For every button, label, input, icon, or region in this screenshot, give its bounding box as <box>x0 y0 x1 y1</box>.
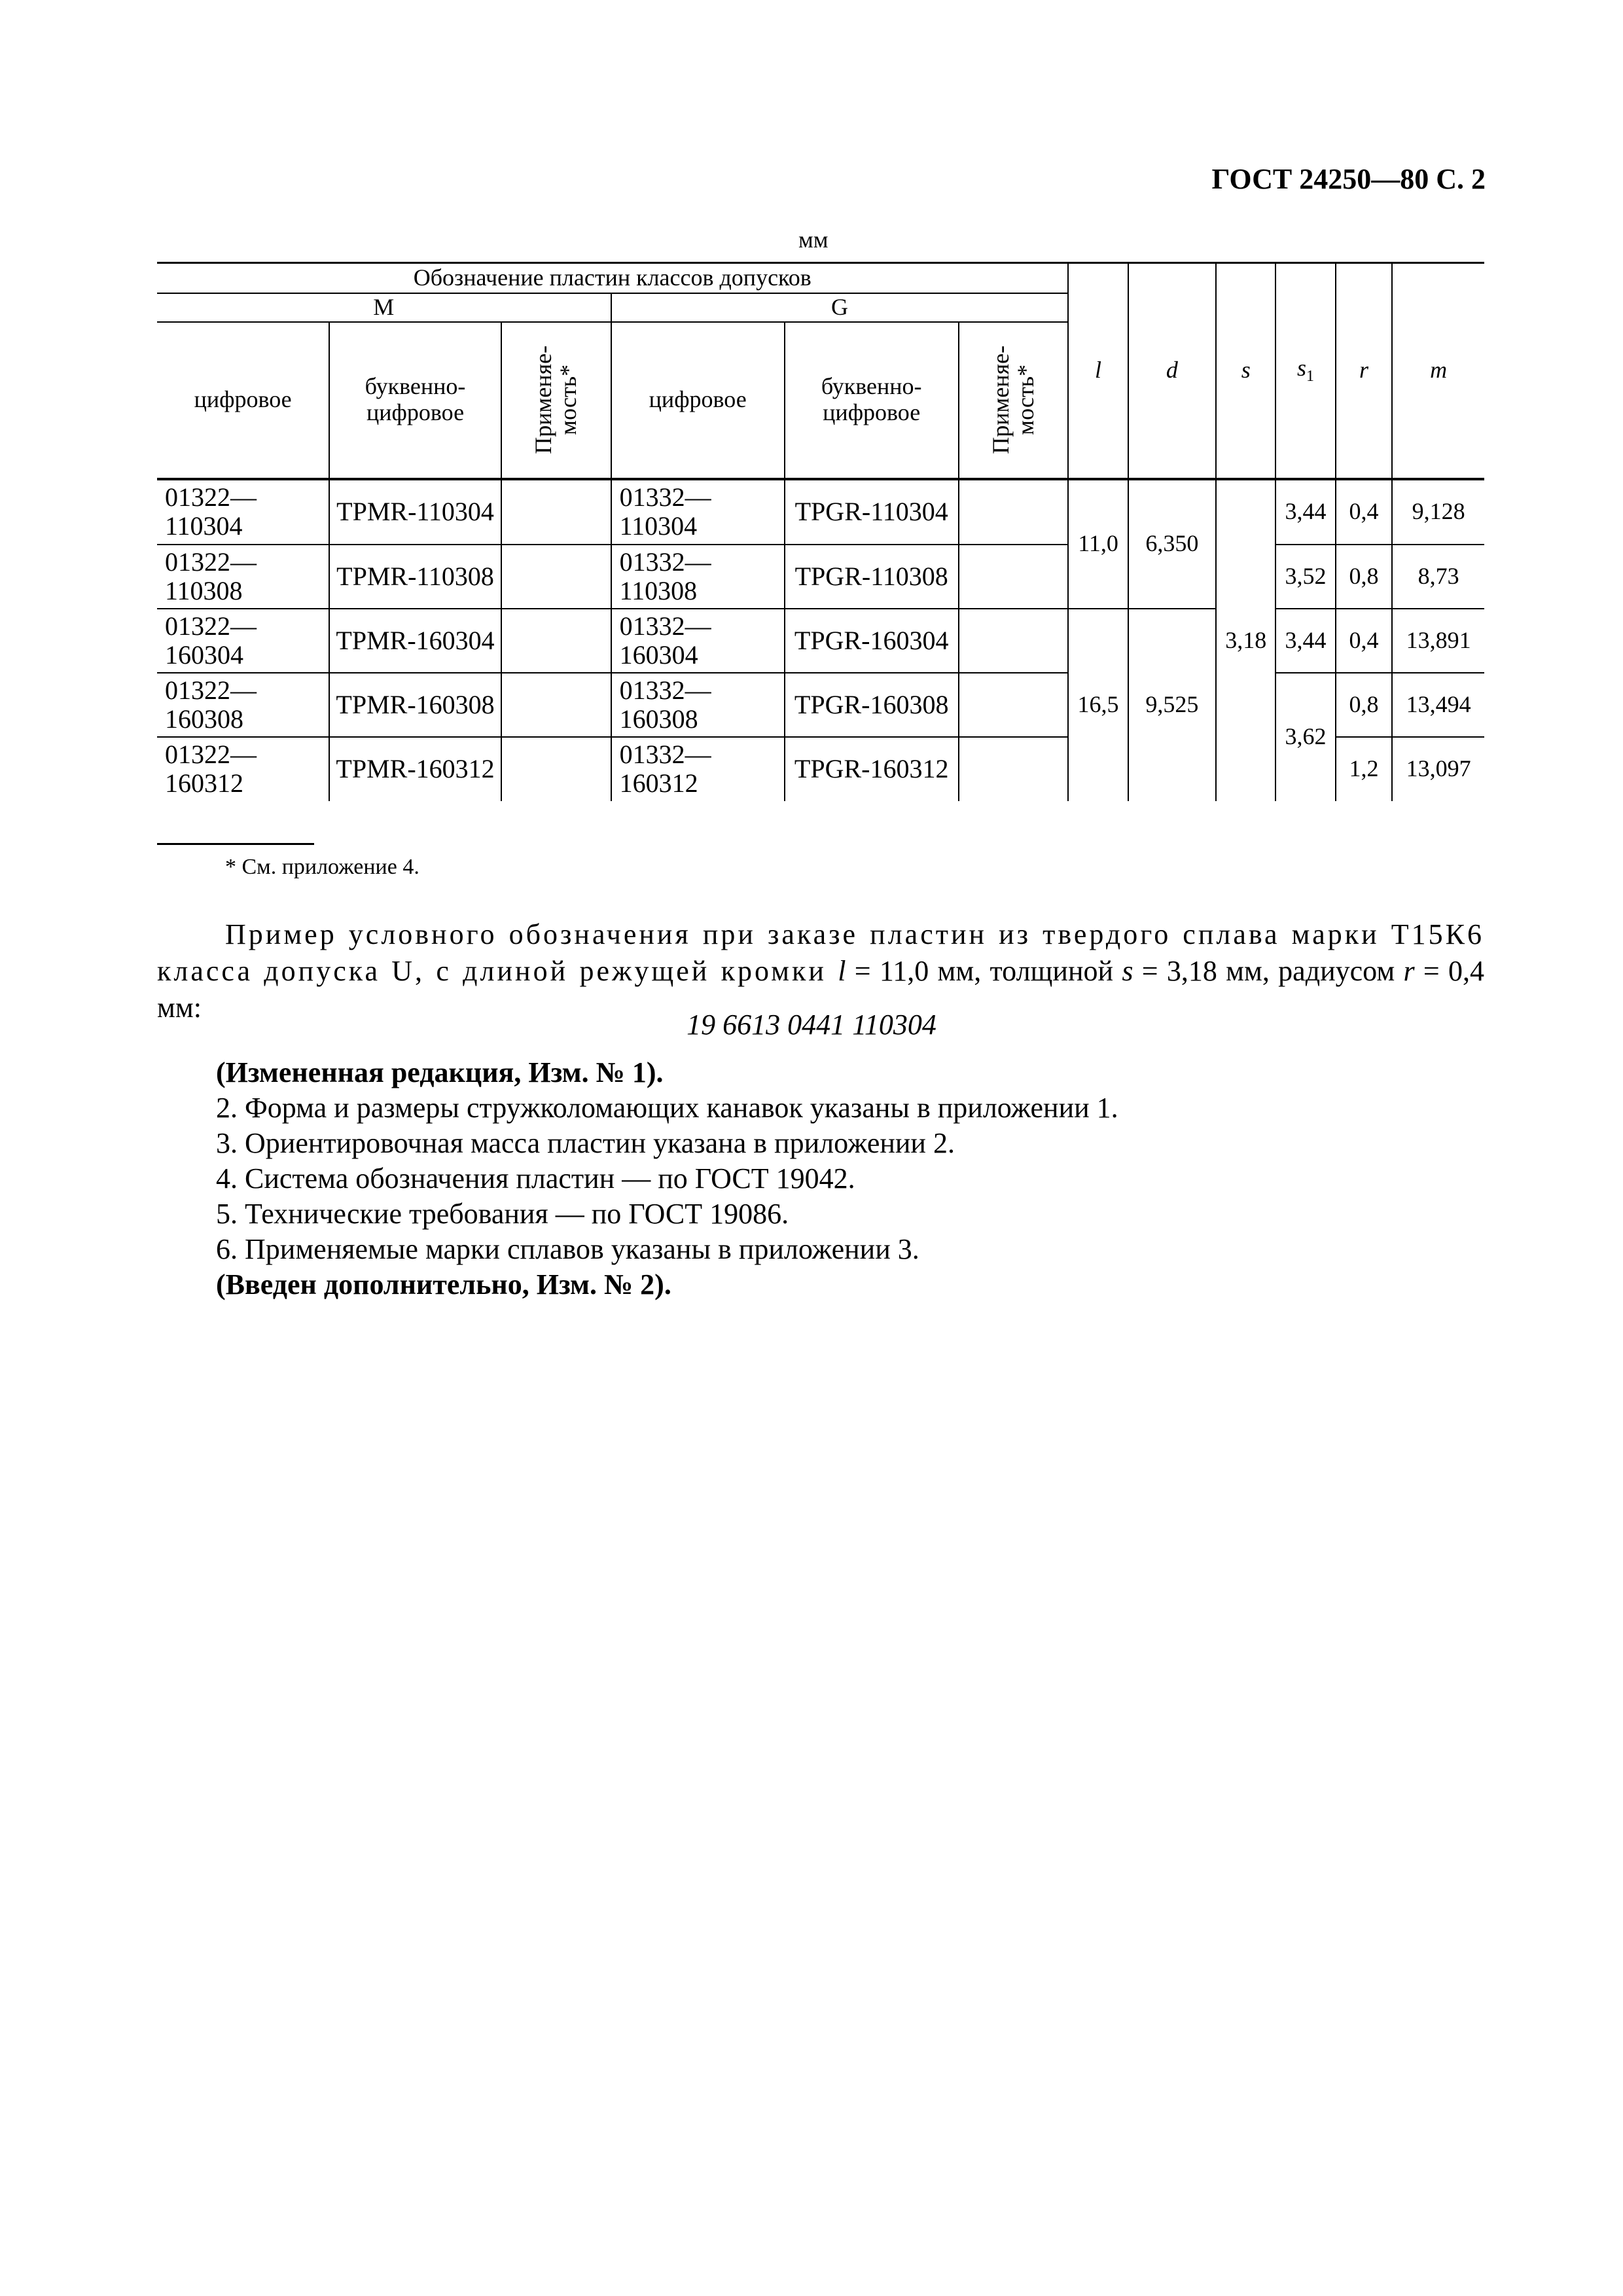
s1-cell: 3,44 <box>1275 609 1335 673</box>
g-applic-cell <box>959 609 1069 673</box>
g-alnum-cell: TPGR-160308 <box>785 673 959 737</box>
m-cell: 13,494 <box>1392 673 1484 737</box>
m-applic-cell <box>501 480 611 545</box>
designation-example: 19 6613 0441 110304 <box>687 1009 936 1041</box>
m-applic-cell <box>501 673 611 737</box>
table-row: 01322— 110308 <box>157 545 329 609</box>
note-3: 3. Ориентировочная масса пластин указана в приложении 2. <box>216 1127 955 1159</box>
header-m: m <box>1392 263 1484 479</box>
page-header: ГОСТ 24250—80 С. 2 <box>1211 163 1486 195</box>
edit-note-2: (Введен дополнительно, Изм. № 2). <box>216 1268 671 1300</box>
footnote-divider <box>157 843 314 845</box>
m-alnum-cell: TPMR-160312 <box>329 737 501 801</box>
table-row: 01322— 110304 <box>165 482 257 541</box>
r-cell: 0,8 <box>1336 673 1393 737</box>
class-m-header: M <box>157 293 611 322</box>
m-digital-header: цифровое <box>157 322 329 479</box>
m-alnum-header: буквенно- цифровое <box>329 322 501 479</box>
table-row: 01322— 160312 <box>157 737 329 801</box>
m-alnum-cell: TPMR-160308 <box>329 673 501 737</box>
r-cell: 0,8 <box>1336 545 1393 609</box>
g-code-cell: 01332— 110308 <box>611 545 785 609</box>
d-cell: 6,350 <box>1128 480 1217 609</box>
g-alnum-cell: TPGR-110308 <box>785 545 959 609</box>
l-cell: 11,0 <box>1068 480 1128 609</box>
note-2: 2. Форма и размеры стружколомающих канавок указаны в приложении 1. <box>216 1092 1118 1124</box>
g-code-cell: 01332— 110304 <box>611 480 785 545</box>
g-code-cell: 01332— 160308 <box>611 673 785 737</box>
m-applic-cell <box>501 609 611 673</box>
s1-cell: 3,44 <box>1275 480 1335 545</box>
r-cell: 0,4 <box>1336 609 1393 673</box>
table-row: 01322— 160308 <box>157 673 329 737</box>
g-alnum-cell: TPGR-110304 <box>785 480 959 545</box>
table-row: 01322— 160304 <box>157 609 329 673</box>
g-alnum-header: буквенно- цифровое <box>785 322 959 479</box>
g-applic-header: Применяе- мость* <box>959 322 1069 479</box>
g-digital-header: цифровое <box>611 322 785 479</box>
l-cell: 16,5 <box>1068 609 1128 801</box>
m-cell: 8,73 <box>1392 545 1484 609</box>
g-alnum-cell: TPGR-160304 <box>785 609 959 673</box>
g-code-cell: 01332— 160304 <box>611 609 785 673</box>
header-s: s <box>1216 263 1275 479</box>
class-g-header: G <box>611 293 1069 322</box>
r-cell: 1,2 <box>1336 737 1393 801</box>
g-alnum-cell: TPGR-160312 <box>785 737 959 801</box>
g-applic-cell <box>959 737 1069 801</box>
example-paragraph: Пример условного обозначения при заказе пластин из твердого сплава марки Т15К6 класса допуска U, с длиной режущей кромки l = 11,0 мм, толщиной s = 3,18 мм, радиусом r = 0,4 мм: <box>157 918 1484 1024</box>
m-alnum-cell: TPMR-110304 <box>329 480 501 545</box>
s1-cell: 3,62 <box>1275 673 1335 801</box>
m-alnum-cell: TPMR-160304 <box>329 609 501 673</box>
m-cell: 13,097 <box>1392 737 1484 801</box>
s1-cell: 3,52 <box>1275 545 1335 609</box>
r-cell: 0,4 <box>1336 480 1393 545</box>
m-cell: 9,128 <box>1392 480 1484 545</box>
note-4: 4. Система обозначения пластин — по ГОСТ 19042. <box>216 1162 855 1194</box>
note-6: 6. Применяемые марки сплавов указаны в приложении 3. <box>216 1233 919 1265</box>
plates-table <box>157 262 1484 801</box>
g-code-cell: 01332— 160312 <box>611 737 785 801</box>
note-5: 5. Технические требования — по ГОСТ 19086. <box>216 1198 789 1230</box>
header-d: d <box>1128 263 1217 479</box>
header-s1: $s_1$ <box>1275 263 1335 479</box>
g-applic-cell <box>959 673 1069 737</box>
m-applic-cell <box>501 737 611 801</box>
m-applic-header: Применяе- мость* <box>501 322 611 479</box>
group-title: Обозначение пластин классов допусков <box>157 263 1068 293</box>
g-applic-cell <box>959 480 1069 545</box>
header-l: l <box>1068 263 1128 479</box>
d-cell: 9,525 <box>1128 609 1217 801</box>
g-applic-cell <box>959 545 1069 609</box>
m-alnum-cell: TPMR-110308 <box>329 545 501 609</box>
s-cell: 3,18 <box>1216 480 1275 801</box>
edit-note-1: (Измененная редакция, Изм. № 1). <box>216 1056 664 1088</box>
header-r: r <box>1336 263 1393 479</box>
m-cell: 13,891 <box>1392 609 1484 673</box>
table-unit: мм <box>798 226 829 253</box>
footnote: * См. приложение 4. <box>225 855 419 879</box>
notes-list <box>216 1055 1118 1302</box>
m-applic-cell <box>501 545 611 609</box>
